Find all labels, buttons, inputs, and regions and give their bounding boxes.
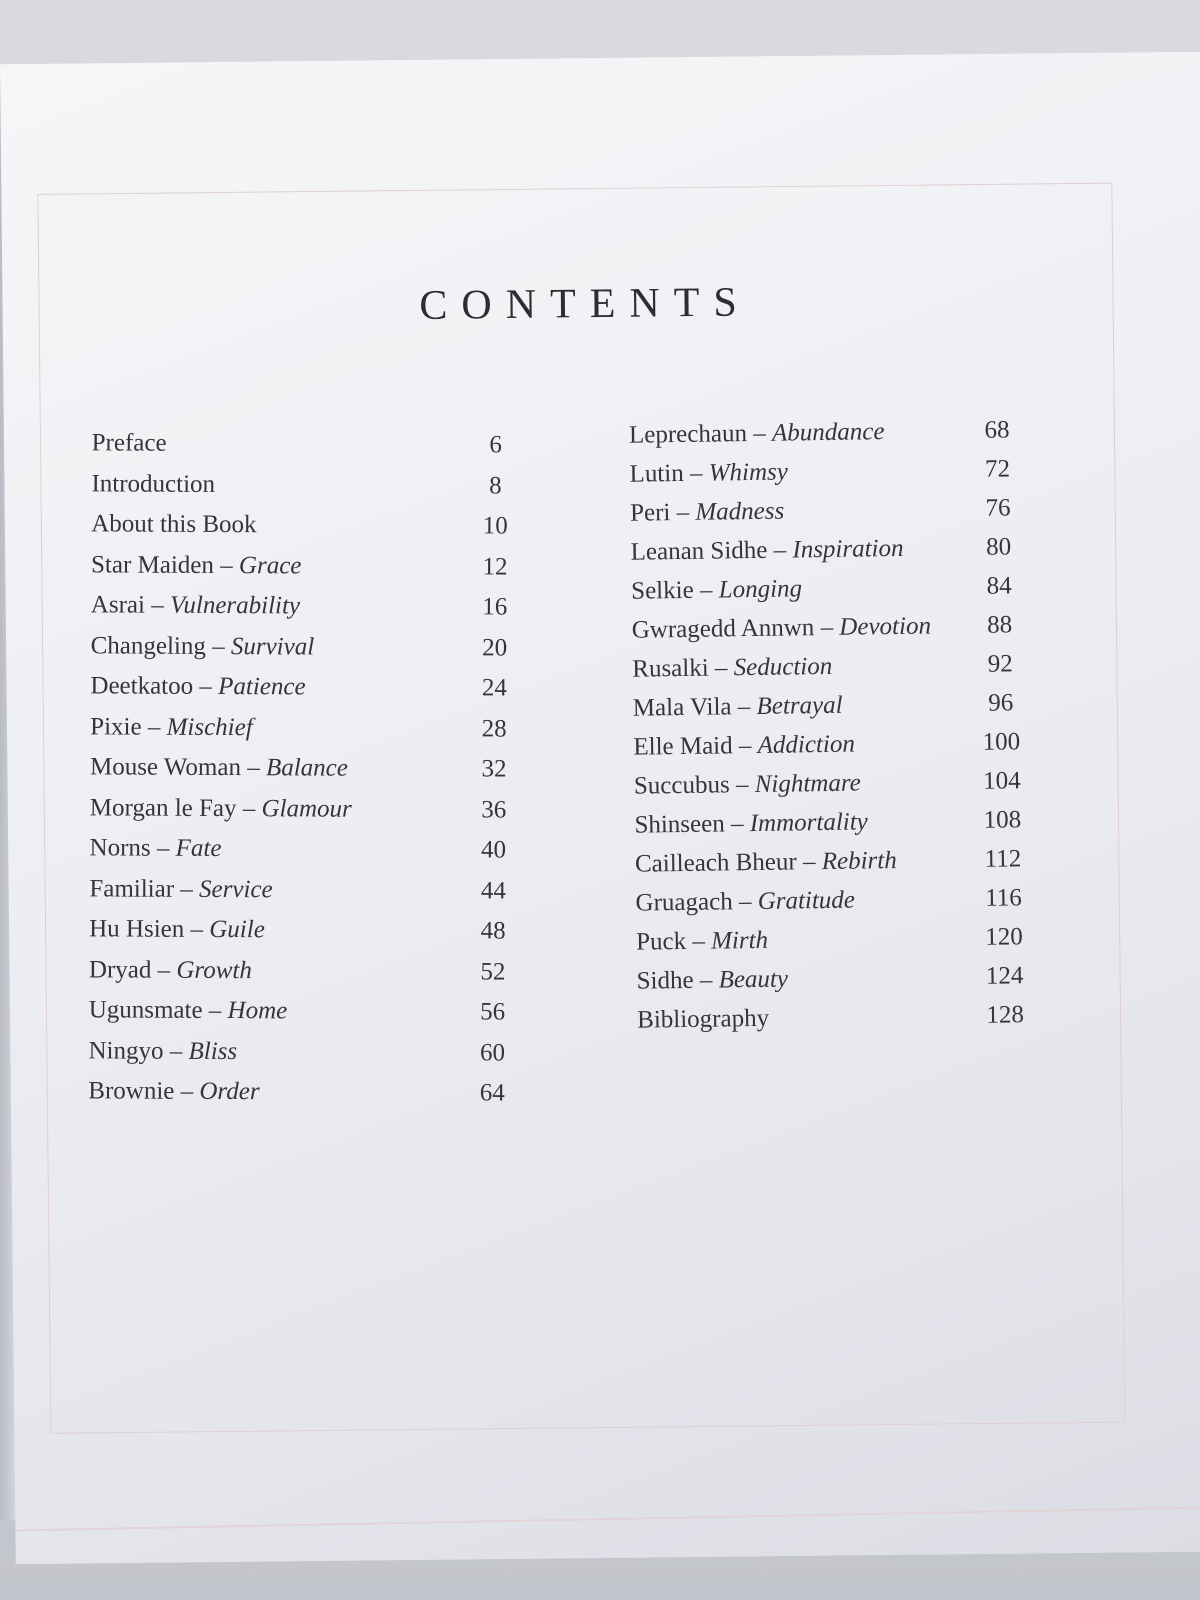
toc-entry-page-number: 12	[482, 552, 508, 581]
toc-entry-title	[91, 585, 300, 626]
toc-entry-theme: Glamour	[261, 794, 352, 823]
toc-entry-title	[91, 626, 315, 667]
toc-entry-separator: –	[205, 632, 231, 660]
toc-entry-name: Elle Maid	[633, 732, 733, 761]
toc-entry-theme: Abundance	[771, 418, 885, 447]
toc-entry-title	[630, 529, 903, 572]
toc-entry	[637, 994, 1088, 1039]
toc-entry-theme: Bliss	[188, 1037, 238, 1065]
toc-entry-name: Leanan Sidhe	[630, 536, 768, 566]
toc-entry-page-number: 100	[982, 728, 1021, 756]
toc-entry-theme: Madness	[695, 497, 785, 526]
toc-entry-page-number: 36	[481, 795, 507, 824]
toc-entry-title	[629, 412, 885, 455]
toc-entry-theme: Balance	[265, 754, 348, 782]
toc-entry	[636, 955, 1087, 1000]
toc-entry-theme: Gratitude	[757, 886, 856, 915]
toc-entry-page-number: 56	[480, 998, 506, 1026]
toc-entry-name: Morgan le Fay	[89, 793, 237, 822]
toc-entry-title	[91, 545, 302, 586]
toc-entry-separator: –	[693, 576, 719, 604]
toc-entry-separator: –	[144, 591, 171, 619]
toc-entry-page-number: 64	[479, 1079, 505, 1107]
toc-entry-title	[636, 921, 768, 962]
toc-entry-theme: Growth	[176, 956, 252, 984]
toc-entry-page-number: 68	[984, 416, 1010, 444]
toc-entry-name: Norns	[89, 834, 151, 862]
toc-entry-title	[630, 492, 785, 533]
toc-entry-separator: –	[724, 810, 750, 838]
toc-entry	[91, 545, 541, 588]
toc-entry-title	[88, 1031, 237, 1072]
toc-entry-page-number: 24	[481, 674, 507, 702]
toc-entry-page-number: 6	[489, 431, 503, 459]
toc-entry	[633, 682, 1084, 727]
toc-entry-title	[635, 881, 855, 923]
toc-entry-page-number: 124	[985, 962, 1024, 990]
toc-entry	[88, 1071, 538, 1114]
toc-entry	[90, 788, 540, 831]
toc-entry-title	[90, 788, 352, 829]
toc-entry-separator: –	[174, 1077, 200, 1105]
toc-entry-title	[636, 960, 788, 1001]
toc-entry-separator: –	[732, 887, 758, 916]
toc-column-left	[88, 423, 542, 1114]
toc-entry-title	[89, 950, 252, 991]
page-title: CONTENTS	[419, 279, 751, 330]
toc-entry-title	[637, 999, 769, 1040]
toc-entry-title	[629, 453, 788, 494]
toc-entry-name: Hu Hsien	[89, 915, 185, 943]
toc-entry-name: About this Book	[91, 510, 257, 539]
toc-entry-separator: –	[151, 956, 177, 984]
toc-entry-page-number: 60	[479, 1038, 506, 1067]
toc-entry-separator: –	[193, 672, 219, 701]
toc-entry-title	[89, 828, 221, 869]
toc-entry	[632, 643, 1083, 688]
toc-entry-theme: Longing	[718, 575, 803, 604]
toc-entry-page-number: 128	[986, 1001, 1025, 1029]
toc-entry-page-number: 80	[985, 533, 1012, 561]
toc-entry	[91, 464, 541, 507]
toc-entry-page-number: 72	[984, 455, 1011, 483]
toc-entry-name: Leprechaun	[628, 420, 748, 449]
toc-entry-title	[634, 802, 868, 844]
toc-entry-theme: Devotion	[839, 612, 932, 641]
toc-entry-theme: Survival	[230, 632, 315, 661]
toc-entry-name: Brownie	[88, 1077, 175, 1105]
toc-entry-page-number: 20	[482, 633, 508, 662]
toc-entry	[631, 604, 1082, 649]
toc-entry-theme: Mischief	[166, 713, 253, 741]
toc-entry-separator: –	[796, 848, 822, 876]
toc-entry-page-number: 16	[482, 593, 508, 621]
toc-entry	[91, 504, 541, 547]
toc-entry-separator: –	[731, 692, 757, 721]
toc-entry-page-number: 40	[480, 836, 507, 864]
toc-entry-theme: Order	[199, 1077, 260, 1106]
toc-entry-theme: Grace	[238, 551, 302, 579]
toc-entry	[89, 950, 539, 993]
toc-entry-separator: –	[683, 459, 709, 487]
toc-entry-theme: Rebirth	[821, 847, 897, 876]
toc-entry-theme: Nightmare	[754, 769, 861, 798]
toc-entry-page-number: 10	[482, 512, 508, 540]
toc-column-right	[629, 409, 1088, 1039]
toc-entry-page-number: 84	[986, 572, 1012, 600]
toc-entry-name: Changeling	[90, 631, 206, 660]
toc-entry-name: Familiar	[89, 874, 175, 903]
toc-entry-title	[90, 707, 253, 748]
toc-entry	[88, 1031, 538, 1074]
toc-entry-theme: Fate	[175, 834, 222, 863]
toc-entry-theme: Immortality	[749, 808, 868, 838]
toc-entry	[89, 909, 539, 952]
toc-entry-name: Star Maiden	[90, 550, 215, 579]
toc-entry-page-number: 8	[489, 471, 502, 499]
toc-entry-theme: Home	[227, 997, 288, 1025]
toc-entry-page-number: 28	[481, 714, 507, 743]
toc-entry-separator: –	[163, 1037, 189, 1065]
toc-entry	[630, 487, 1081, 532]
toc-entry	[635, 838, 1086, 883]
toc-entry-title	[631, 607, 931, 650]
toc-entry	[90, 707, 540, 750]
toc-entry-separator: –	[708, 654, 734, 682]
toc-entry-title	[634, 764, 861, 806]
toc-entry-separator: –	[670, 498, 696, 527]
toc-entry-name: Cailleach Bheur	[634, 848, 797, 878]
toc-entry-name: Mouse Woman	[89, 753, 242, 782]
toc-entry-name: Deetkatoo	[90, 672, 194, 700]
toc-entry	[90, 666, 540, 709]
toc-entry	[631, 565, 1082, 610]
toc-entry	[89, 828, 539, 871]
toc-entry-title	[91, 464, 215, 505]
toc-entry-page-number: 120	[985, 923, 1023, 951]
toc-entry-name: Gwragedd Annwn	[631, 614, 815, 644]
toc-entry-page-number: 52	[480, 957, 506, 986]
book-page	[0, 52, 1200, 1564]
toc-entry-theme: Betrayal	[756, 691, 843, 720]
toc-entry-separator: –	[767, 536, 793, 564]
toc-entry-separator: –	[213, 551, 240, 579]
toc-entry	[630, 526, 1081, 571]
toc-entry-page-number: 76	[985, 494, 1011, 522]
toc-entry-separator: –	[732, 731, 758, 760]
toc-entry-name: Rusalki	[632, 654, 709, 683]
toc-entry-theme: Whimsy	[708, 458, 789, 487]
toc-entry-name: Dryad	[88, 955, 152, 984]
toc-entry	[92, 423, 542, 466]
toc-entry-name: Preface	[91, 429, 167, 457]
toc-entry-theme: Inspiration	[792, 534, 904, 564]
toc-entry	[91, 585, 541, 628]
toc-entry	[636, 916, 1087, 961]
toc-entry-separator: –	[141, 713, 167, 741]
toc-entry-page-number: 104	[982, 767, 1021, 795]
toc-entry-theme: Vulnerability	[169, 591, 301, 620]
toc-entry-title	[632, 647, 833, 689]
toc-entry-separator: –	[174, 875, 200, 903]
toc-entry-separator: –	[693, 966, 719, 994]
toc-entry-name: Mala Vila	[632, 693, 732, 722]
toc-entry	[89, 869, 539, 912]
toc-entry-title	[88, 1071, 260, 1112]
toc-entry-page-number: 92	[987, 650, 1013, 678]
toc-entry-name: Succubus	[633, 771, 730, 800]
toc-entry-theme: Seduction	[733, 652, 833, 682]
toc-entry-name: Shinseen	[634, 810, 725, 839]
toc-entry-name: Selkie	[631, 576, 694, 605]
toc-entry-theme: Service	[199, 875, 273, 903]
toc-entry-name: Lutin	[629, 459, 684, 488]
toc-entry-name: Bibliography	[636, 1004, 770, 1034]
toc-entry-title	[631, 569, 802, 610]
toc-entry-separator: –	[236, 794, 262, 822]
toc-entry-page-number: 48	[480, 917, 506, 945]
toc-entry-name: Sidhe	[636, 966, 694, 995]
toc-entry-theme: Beauty	[718, 965, 789, 994]
toc-entry	[629, 409, 1080, 454]
toc-entry-page-number: 116	[985, 884, 1022, 912]
toc-entry-title	[633, 686, 843, 728]
toc-entry-page-number: 32	[481, 755, 507, 783]
toc-entry	[89, 990, 539, 1033]
toc-entry-name: Gruagach	[635, 888, 733, 917]
toc-entry-separator: –	[184, 915, 210, 943]
toc-entry-theme: Patience	[218, 673, 306, 701]
toc-entry-name: Ugunsmate	[88, 996, 203, 1024]
toc-entry-page-number: 88	[987, 611, 1013, 639]
toc-entry-name: Puck	[635, 927, 687, 956]
toc-entry	[634, 799, 1085, 844]
toc-entry	[634, 760, 1085, 805]
toc-entry-title	[89, 869, 272, 910]
toc-entry-title	[92, 423, 167, 463]
toc-entry-name: Ningyo	[88, 1036, 164, 1065]
toc-entry-separator: –	[202, 996, 228, 1025]
toc-entry-separator: –	[814, 613, 840, 642]
toc-entry	[629, 448, 1080, 493]
toc-entry	[90, 747, 540, 790]
toc-entry-page-number: 112	[984, 845, 1022, 873]
toc-entry-title	[89, 990, 288, 1031]
toc-entry-name: Asrai	[90, 591, 146, 619]
toc-entry-separator: –	[729, 770, 755, 799]
toc-entry-title	[635, 841, 897, 884]
toc-entry-page-number: 96	[988, 689, 1014, 717]
toc-entry-separator: –	[150, 834, 176, 862]
toc-entry-title	[89, 909, 265, 950]
toc-entry-name: Pixie	[90, 712, 142, 741]
toc-entry	[635, 877, 1086, 922]
toc-entry-title	[90, 747, 348, 788]
toc-entry-theme: Mirth	[710, 926, 769, 955]
toc-entry-separator: –	[685, 927, 712, 955]
toc-entry	[633, 721, 1084, 766]
toc-entry-theme: Guile	[209, 915, 265, 944]
toc-entry-name: Introduction	[91, 469, 216, 498]
toc-entry-title	[90, 666, 305, 707]
toc-entry-theme: Addiction	[757, 730, 856, 759]
toc-entry-page-number: 108	[983, 806, 1022, 834]
toc-entry-name: Peri	[629, 499, 671, 527]
toc-entry-page-number: 44	[480, 876, 506, 905]
toc-entry-title	[633, 725, 855, 767]
toc-entry-title	[91, 504, 257, 545]
toc-entry	[91, 626, 541, 669]
toc-entry-separator: –	[746, 419, 773, 448]
frame-bottom-rule	[15, 1506, 1200, 1531]
toc-entry-separator: –	[240, 754, 267, 782]
